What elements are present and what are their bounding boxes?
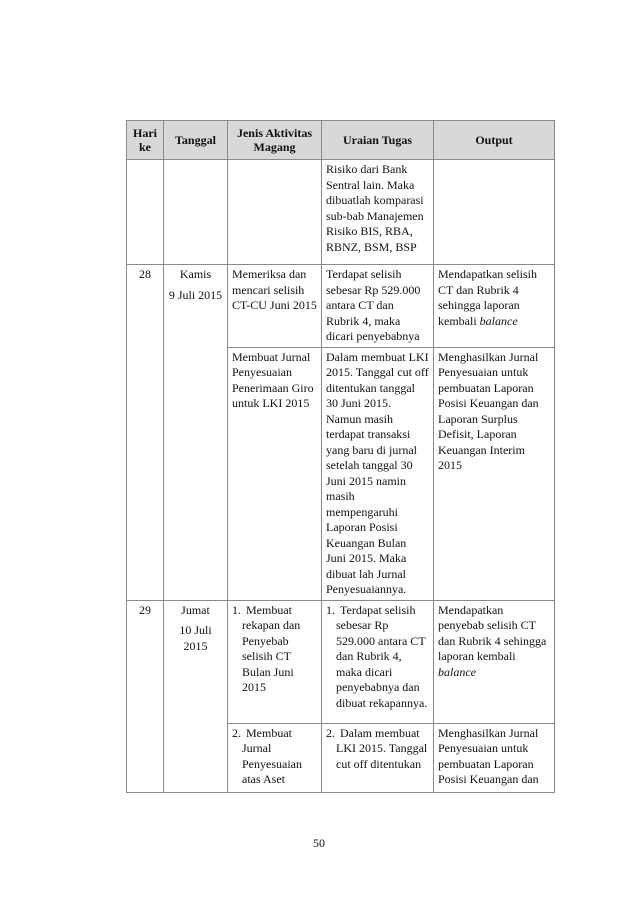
list-text: Membuat rekapan dan Penyebab selisih CT Bulan Juni 2015 [242, 602, 301, 694]
day-name: Kamis [179, 267, 212, 281]
cell-empty [127, 160, 164, 265]
date-text: 9 Juli 2015 [168, 287, 223, 302]
list-text: Membuat Jurnal Penyesuaian atas Aset [242, 725, 302, 786]
cell-uraian [322, 723, 434, 792]
cell-hari: 28 [127, 265, 164, 601]
internship-log-table [126, 120, 555, 793]
table-row [127, 265, 555, 348]
cell-uraian: Risiko dari Bank Sentral lain. Maka dibuatlah komparasi sub-bab Manajemen Risiko BIS, RBA, RBNZ, BSM, BSP [322, 160, 434, 265]
cell-output [434, 600, 555, 723]
table-row [127, 600, 555, 723]
list-number: 1. [232, 602, 241, 617]
cell-uraian [322, 600, 434, 723]
cell-empty [228, 160, 322, 265]
output-text: Mendapatkan penyebab selisih CT dan Rubrik 4 sehingga laporan kembali [438, 602, 547, 663]
cell-tanggal [164, 600, 228, 792]
cell-output: Menghasilkan Jurnal Penyesuaian untuk pembuatan Laporan Posisi Keuangan dan [434, 723, 555, 792]
page-number: 50 [313, 836, 325, 850]
list-number: 2. [232, 725, 241, 740]
list-number: 2. [326, 725, 335, 740]
cell-tanggal [164, 265, 228, 601]
header-output: Output [434, 121, 555, 160]
cell-output: Menghasilkan Jurnal Penyesuaian untuk pembuatan Laporan Posisi Keuangan dan Laporan Surplus Defisit, Laporan Keuangan Interim 2015 [434, 347, 555, 600]
cell-hari: 29 [127, 600, 164, 792]
output-text: Mendapatkan selisih CT dan Rubrik 4 sehingga laporan kembali [438, 267, 537, 328]
cell-jenis [228, 723, 322, 792]
cell-empty [164, 160, 228, 265]
header-uraian: Uraian Tugas [322, 121, 434, 160]
header-jenis: Jenis Aktivitas Magang [228, 121, 322, 160]
list-number: 1. [326, 602, 335, 617]
cell-uraian: Dalam membuat LKI 2015. Tanggal cut off ditentukan tanggal 30 Juni 2015. Namun masih terdapat transaksi yang baru di jurnal setelah tanggal 30 Juni 2015 namin masih mempengaruhi Laporan Posisi Keuangan Bulan Juni 2015. Maka dibuat lah Jurnal Penyesuaiannya. [322, 347, 434, 600]
cell-output [434, 265, 555, 348]
table-header-row [127, 121, 555, 160]
list-text: Terdapat selisih sebesar Rp 529.000 antara CT dan Rubrik 4, maka dicari penyebabnya dan dibuat rekapannya. [336, 602, 428, 710]
cell-empty [434, 160, 555, 265]
cell-jenis: Memeriksa dan mencari selisih CT-CU Juni 2015 [228, 265, 322, 348]
list-text: Dalam membuat LKI 2015. Tanggal cut off ditentukan [336, 725, 428, 771]
output-italic: balance [438, 664, 476, 679]
header-hari: Hari ke [127, 121, 164, 160]
header-tanggal: Tanggal [164, 121, 228, 160]
cell-jenis: Membuat Jurnal Penyesuaian Penerimaan Giro untuk LKI 2015 [228, 347, 322, 600]
day-name: Jumat [181, 602, 210, 617]
cell-uraian: Terdapat selisih sebesar Rp 529.000 antara CT dan Rubrik 4, maka dicari penyebabnya [322, 265, 434, 348]
date-text: 10 Juli 2015 [179, 623, 212, 653]
output-italic: balance [479, 313, 518, 328]
cell-jenis [228, 600, 322, 723]
table-row [127, 160, 555, 265]
